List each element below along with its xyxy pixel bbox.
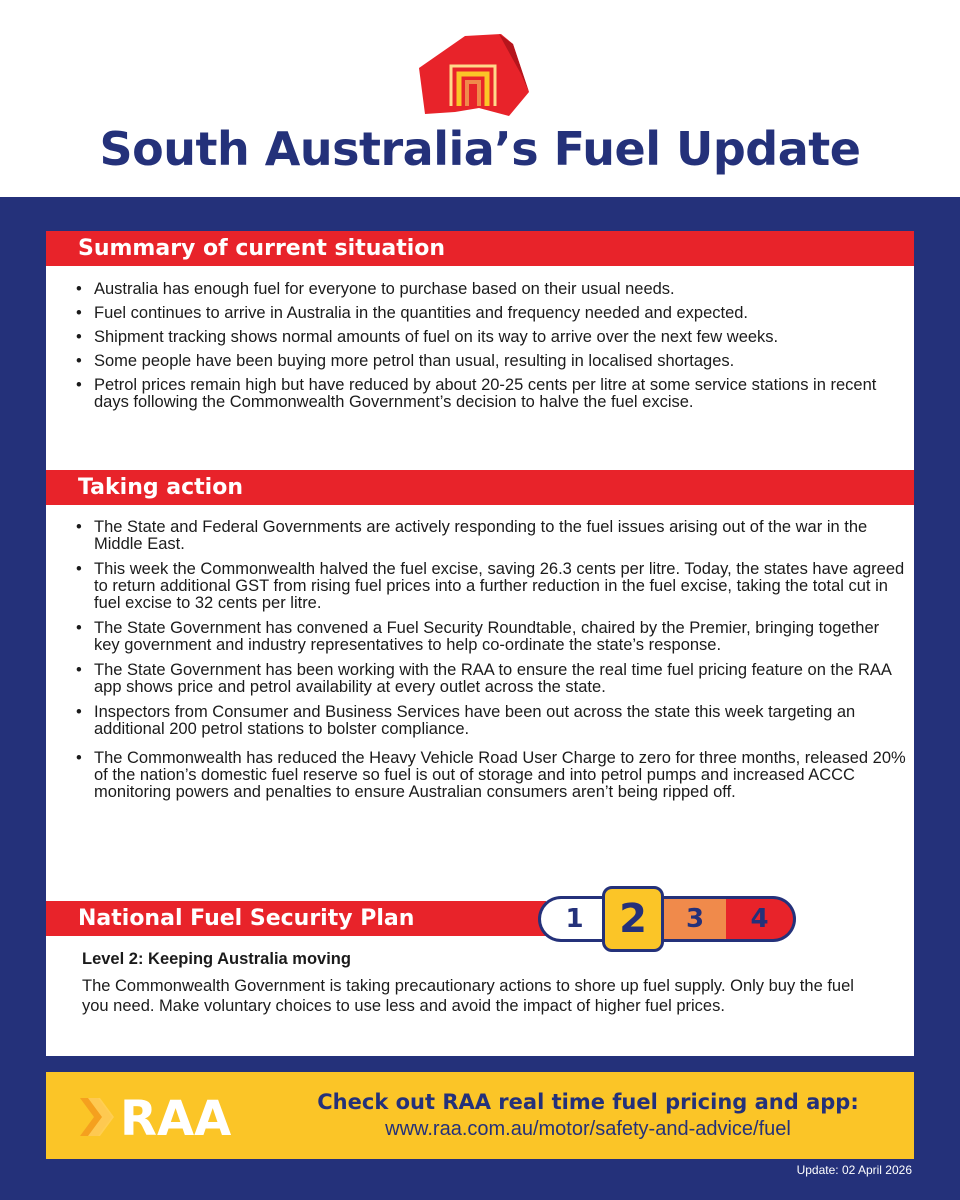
action-item: • Inspectors from Consumer and Business Services have been out across the state this week targeting an additional 200 petrol stations to bolster compliance. xyxy=(76,704,906,738)
summary-item: • Petrol prices remain high but have reduced by about 20-25 cents per litre at some service stations in recent days following the Commonwealth Government’s decision to halve the fuel excise. xyxy=(76,377,906,411)
action-item: • The Commonwealth has reduced the Heavy Vehicle Road User Charge to zero for three months, released 20% of the nation’s domestic fuel reserve so fuel is out of storage and into petrol pumps and increased ACCC monitoring powers and penalties to ensure Australian consumers aren’t being ripped off. xyxy=(76,750,906,801)
page-title: South Australia’s Fuel Update xyxy=(99,122,861,176)
level-4-segment: 4 xyxy=(726,896,796,942)
update-date: Update: 02 April 2026 xyxy=(796,1163,912,1177)
summary-heading: Summary of current situation xyxy=(46,231,914,266)
summary-item: • Shipment tracking shows normal amounts of fuel on its way to arrive over the next few weeks. xyxy=(76,329,906,346)
action-item: • The State Government has been working with the RAA to ensure the real time fuel pricing feature on the RAA app shows price and petrol availability at every outlet across the state. xyxy=(76,662,906,696)
action-heading: Taking action xyxy=(46,470,914,505)
header xyxy=(0,0,960,197)
summary-list xyxy=(76,281,906,411)
plan-heading: National Fuel Security Plan xyxy=(46,901,546,936)
banner-title: Check out RAA real time fuel pricing and app: xyxy=(317,1090,859,1114)
raa-logo xyxy=(80,1092,260,1142)
summary-item: • Some people have been buying more petrol than usual, resulting in localised shortages. xyxy=(76,353,906,370)
action-item: • This week the Commonwealth halved the fuel excise, saving 26.3 cents per litre. Today, the states have agreed to return additional GST from rising fuel prices into a further reduction in the fuel excise, taking the total cut in fuel excise to 32 cents per litre. xyxy=(76,561,906,612)
level-3-segment: 3 xyxy=(662,896,728,942)
fuel-level-indicator xyxy=(536,884,798,956)
action-item: • The State and Federal Governments are actively responding to the fuel issues arising out of the war in the Middle East. xyxy=(76,519,906,553)
fuel-pricing-link[interactable]: www.raa.com.au/motor/safety-and-advice/fuel xyxy=(385,1118,791,1140)
level-1-segment: 1 xyxy=(538,896,608,942)
summary-item: • Australia has enough fuel for everyone to purchase based on their usual needs. xyxy=(76,281,906,298)
summary-item: • Fuel continues to arrive in Australia in the quantities and frequency needed and expected. xyxy=(76,305,906,322)
action-item: • The State Government has convened a Fuel Security Roundtable, chaired by the Premier, bringing together key government and industry representatives to help co-ordinate the state’s response. xyxy=(76,620,906,654)
action-list xyxy=(76,519,906,801)
raa-banner[interactable] xyxy=(46,1072,914,1159)
raa-wordmark: RAA xyxy=(120,1092,232,1142)
level-title: Level 2: Keeping Australia moving xyxy=(82,950,351,968)
level-description: The Commonwealth Government is taking precautionary actions to shore up fuel supply. Only buy the fuel you need. Make voluntary choices to use less and avoid the impact of higher fuel prices. xyxy=(82,977,854,1015)
level-2-segment-current: 2 xyxy=(602,886,664,952)
australia-map-icon xyxy=(417,30,529,118)
